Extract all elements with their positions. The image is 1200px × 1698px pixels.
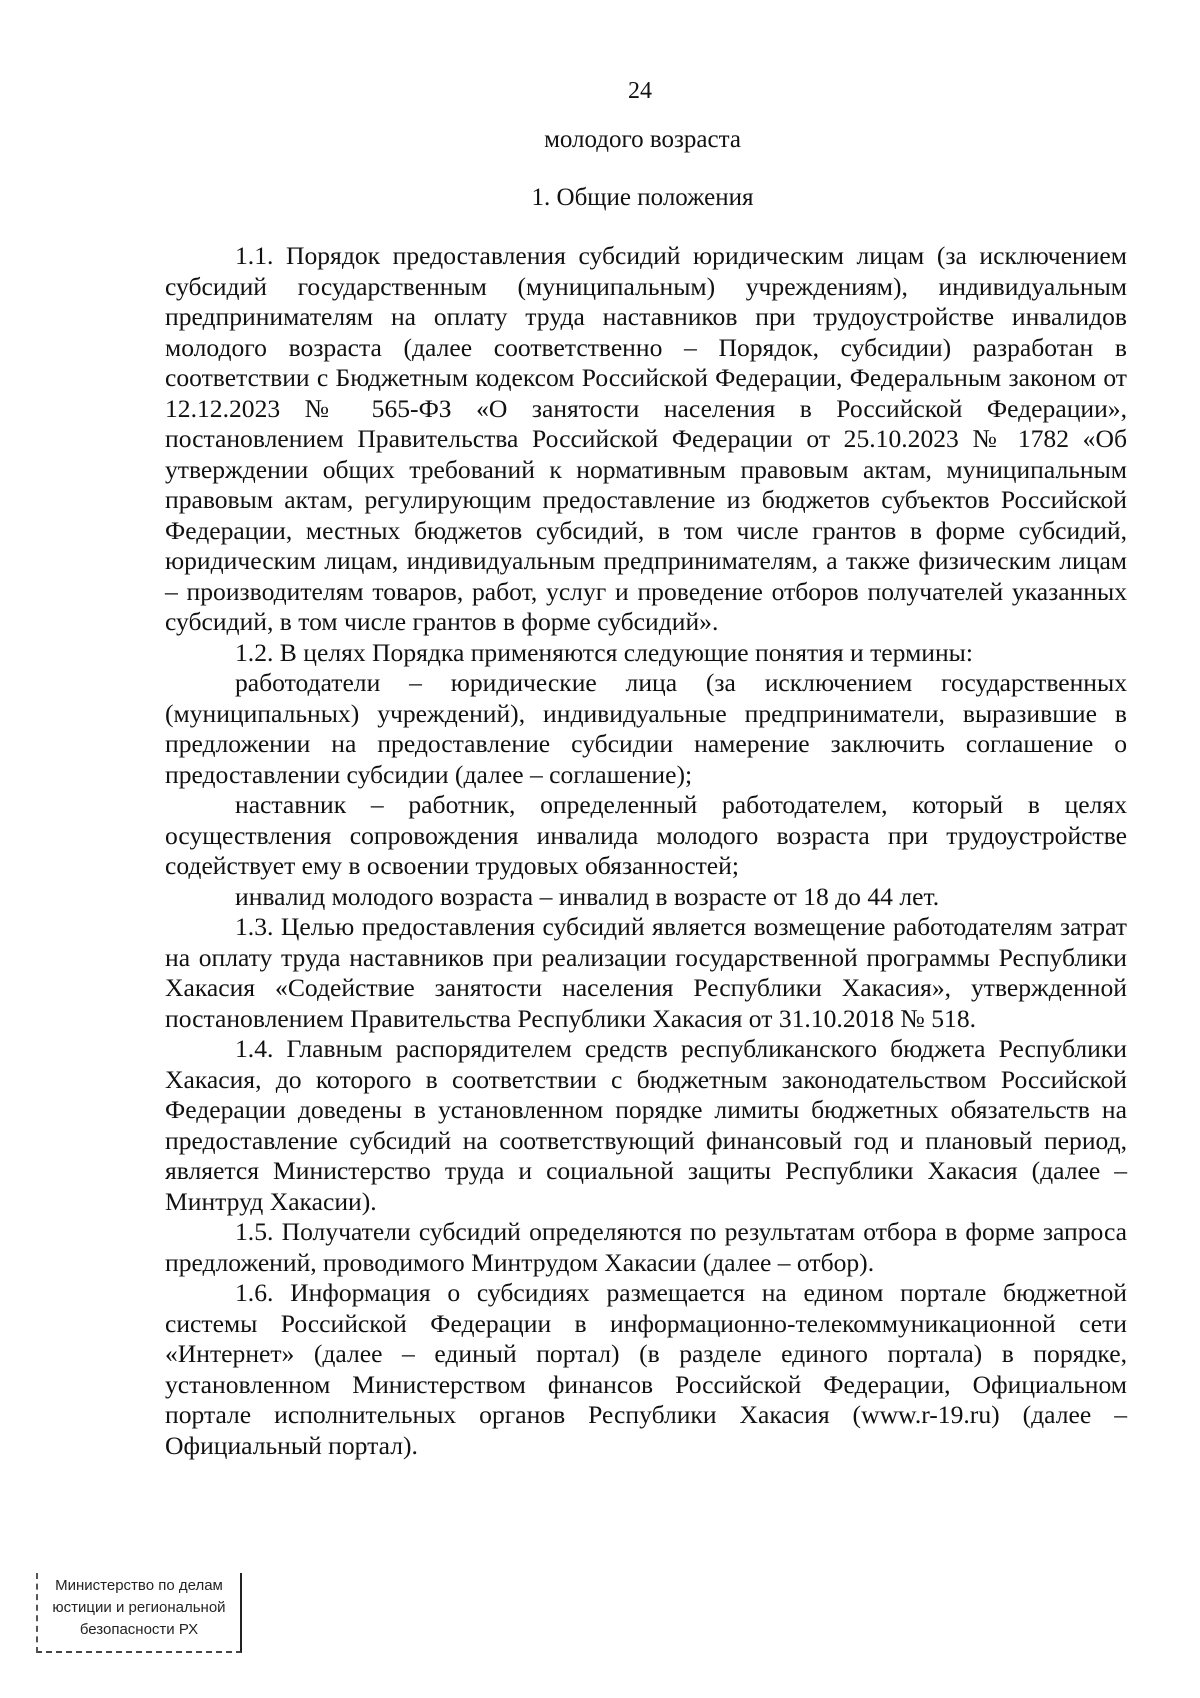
paragraph-1-3: 1.3. Целью предоставления субсидий является возмещение работодателям затрат на оплату труда наставников при реализации государственной программы Республики Хакасия «Содействие занятости населения Республики Хакасия», утвержденной постановлением Правительства Республики Хакасия от 31.10.2018 № 518.	[165, 912, 1127, 1033]
stamp-line-2: юстиции и региональной	[52, 1599, 226, 1616]
definition-mentor: наставник – работник, определенный работодателем, который в целях осуществления сопровождения инвалида молодого возраста при трудоустройстве содействует ему в освоении трудовых обязанностей;	[165, 790, 1127, 880]
definition-young-disabled: инвалид молодого возраста – инвалид в возрасте от 18 до 44 лет.	[235, 881, 940, 911]
definition-employers: работодатели – юридические лица (за исключением государственных (муниципальных) учреждений), индивидуальные предприниматели, выразившие в предложении на предоставление субсидии намерение заключить соглашение о предоставлении субсидии (далее – соглашение);	[165, 668, 1127, 789]
page-number: 24	[628, 78, 652, 104]
continuation-line: молодого возраста	[544, 126, 741, 153]
paragraph-1-5: 1.5. Получатели субсидий определяются по результатам отбора в форме запроса предложений, проводимого Минтрудом Хакасии (далее – отбор).	[165, 1217, 1127, 1277]
registration-stamp	[36, 1573, 242, 1653]
paragraph-1-1: 1.1. Порядок предоставления субсидий юридическим лицам (за исключением субсидий государственным (муниципальным) учреждениям), индивидуальным предпринимателям на оплату труда наставников при трудоустройстве инвалидов молодого возраста (далее соответственно – Порядок, субсидии) разработан в соответствии с Бюджетным кодексом Российской Федерации, Федеральным законом от 12.12.2023 № 565-ФЗ «О занятости населения в Российской Федерации», постановлением Правительства Российской Федерации от 25.10.2023 № 1782 «Об утверждении общих требований к нормативным правовым актам, муниципальным правовым актам, регулирующим предоставление из бюджетов субъектов Российской Федерации, местных бюджетов субсидий, в том числе грантов в форме субсидий, юридическим лицам, индивидуальным предпринимателям, а также физическим лицам – производителям товаров, работ, услуг и проведение отборов получателей указанных субсидий, в том числе грантов в форме субсидий».	[165, 241, 1127, 636]
stamp-line-3: безопасности РХ	[79, 1621, 199, 1638]
paragraph-1-2: 1.2. В целях Порядка применяются следующие понятия и термины:	[235, 637, 973, 667]
stamp-line-1: Министерство по делам	[55, 1577, 223, 1594]
paragraph-1-6: 1.6. Информация о субсидиях размещается на едином портале бюджетной системы Российской Федерации в информационно-телекоммуникационной сети «Интернет» (далее – единый портал) (в разделе единого портала) в порядке, установленном Министерством финансов Российской Федерации, Официальном портале исполнительных органов Республики Хакасия (www.r-19.ru) (далее – Официальный портал).	[165, 1278, 1127, 1460]
section-title: 1. Общие положения	[531, 184, 754, 211]
paragraph-1-4: 1.4. Главным распорядителем средств республиканского бюджета Республики Хакасия, до которого в соответствии с бюджетным законодательством Российской Федерации доведены в установленном порядке лимиты бюджетных обязательств на предоставление субсидий на соответствующий финансовый год и плановый период, является Министерство труда и социальной защиты Республики Хакасия (далее – Минтруд Хакасии).	[165, 1034, 1127, 1216]
document-body	[165, 241, 1127, 1461]
